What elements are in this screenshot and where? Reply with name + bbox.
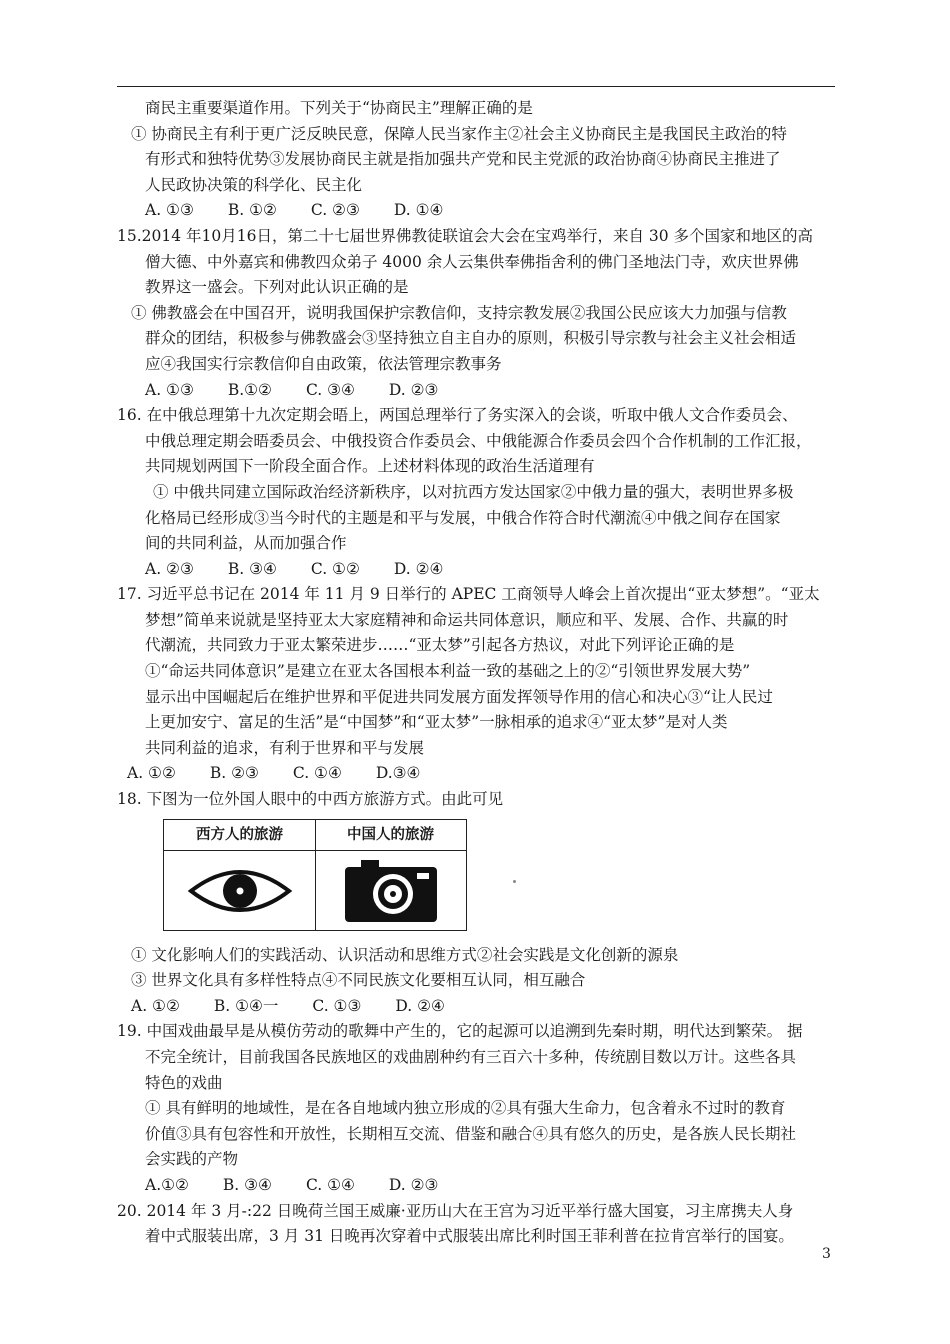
- header-rule: [117, 86, 835, 87]
- q15-statements-2: 群众的团结，积极参与佛教盛会③坚持独立自主自办的原则，积极引导宗教与社会主义社会相适: [145, 329, 797, 348]
- q16-stem-3: 共同规划两国下一阶段全面合作。上述材料体现的政治生活道理有: [145, 457, 595, 476]
- q17-option-a: A. ①②: [127, 764, 176, 783]
- q18-option-a: A. ①②: [131, 996, 180, 1015]
- q20-stem-1: 20. 2014 年 3 月-:22 日晚荷兰国王威廉·亚历山大在王宫为习近平举行盛大国宴，习主席携夫人身: [117, 1201, 794, 1220]
- q18-option-c: C. ①③: [312, 996, 362, 1015]
- q16-option-a: A. ②③: [145, 559, 194, 578]
- q15-option-c: C. ③④: [305, 380, 355, 399]
- q17-option-c: C. ①④: [292, 764, 342, 783]
- q19-stem-2: 不完全统计，目前我国各民族地区的戏曲剧种约有三百六十多种，传统剧目数以万计。这些各具: [145, 1048, 797, 1066]
- q15-statements-1: ① 佛教盛会在中国召开，说明我国保护宗教信仰，支持宗教发展②我国公民应该大力加强与信教: [131, 303, 787, 322]
- q14-stem: 商民主重要渠道作用。下列关于“协商民主”理解正确的是: [145, 99, 533, 117]
- q16-stem-2: 中俄总理定期会晤委员会、中俄投资合作委员会、中俄能源合作委员会四个合作机制的工作汇报，: [145, 431, 812, 450]
- q16-statements-2: 化格局已经形成③当今时代的主题是和平与发展，中俄合作符合时代潮流④中俄之间存在国家: [145, 508, 781, 527]
- q19-stem-3: 特色的戏曲: [145, 1073, 223, 1092]
- q19-statements-3: 会实践的产物: [145, 1150, 239, 1169]
- q15-stem-2: 僧大德、中外嘉宾和佛教四众弟子 4000 余人云集供奉佛指舍利的佛门圣地法门寺，欢庆世界佛: [145, 252, 799, 271]
- figure-western-column: [164, 820, 316, 930]
- page-number: 3: [822, 1246, 831, 1262]
- q15-options: [117, 378, 839, 404]
- q19-stem-1: 19. 中国戏曲最早是从模仿劳动的歌舞中产生的，它的起源可以追溯到先秦时期，明代达到繁荣。 据: [117, 1022, 803, 1041]
- q14-option-a: A. ①③: [145, 201, 194, 220]
- q14-option-c: C. ②③: [310, 201, 360, 220]
- q18-options: [117, 994, 839, 1020]
- q16-options: [117, 557, 839, 583]
- q17-stem-3: 代潮流，共同致力于亚太繁荣进步……“亚太梦”引起各方热议，对此下列评论正确的是: [145, 636, 735, 655]
- q19-option-b: B. ③④: [222, 1175, 272, 1194]
- q17-stem-2: 梦想”简单来说就是坚持亚太大家庭精神和命运共同体意识，顺应和平、发展、合作、共赢的时: [145, 610, 789, 629]
- q15-option-d: D. ②③: [388, 380, 439, 399]
- q19-options: [117, 1173, 839, 1199]
- q17-options: [117, 761, 839, 787]
- q16-statements-3: 间的共同利益，从而加强合作: [145, 534, 347, 553]
- q14-options: [117, 198, 839, 224]
- figure-left-header: 西方人的旅游: [164, 820, 315, 851]
- q14-statements-3: 人民政协决策的科学化、民主化: [145, 175, 363, 194]
- q17-option-b: B. ②③: [209, 764, 259, 783]
- figure-chinese-column: [315, 820, 466, 930]
- q16-option-c: C. ①②: [310, 559, 360, 578]
- q15-option-a: A. ①③: [145, 380, 194, 399]
- q14-statements-1: ① 协商民主有利于更广泛反映民意，保障人民当家作主②社会主义协商民主是我国民主政治的特: [131, 124, 787, 143]
- q19-option-d: D. ②③: [388, 1175, 439, 1194]
- q16-option-b: B. ③④: [227, 559, 277, 578]
- q19-statements-2: 价值③具有包容性和开放性，长期相互交流、借鉴和融合④具有悠久的历史，是各族人民长期社: [145, 1124, 797, 1143]
- q14-option-d: D. ①④: [393, 201, 444, 220]
- document-body: [117, 96, 839, 1250]
- q16-statements-1: ① 中俄共同建立国际政治经济新秩序，以对抗西方发达国家②中俄力量的强大，表明世界多极: [153, 482, 794, 501]
- scan-speck: [513, 880, 516, 883]
- q19-statements-1: ① 具有鲜明的地域性，是在各自地域内独立形成的②具有强大生命力，包含着永不过时的教育: [145, 1099, 786, 1118]
- eye-icon: [185, 861, 295, 921]
- camera-icon: [341, 856, 441, 926]
- q19-option-a: A.①②: [145, 1175, 189, 1194]
- q17-option-d: D.③④: [375, 764, 421, 783]
- q17-statements-1: ①“命运共同体意识”是建立在亚太各国根本利益一致的基础之上的②“引领世界发展大势”: [145, 662, 751, 681]
- figure-right-header: 中国人的旅游: [315, 820, 466, 851]
- q14-option-b: B. ①②: [227, 201, 277, 220]
- q18-statements-2: ③ 世界文化具有多样性特点④不同民族文化要相互认同，相互融合: [131, 971, 586, 990]
- q18-option-d: D. ②④: [395, 996, 445, 1015]
- q19-option-c: C. ①④: [305, 1175, 355, 1194]
- q15-stem-3: 教界这一盛会。下列对此认识正确的是: [145, 278, 409, 297]
- q20-stem-2: 着中式服装出席，3 月 31 日晚再次穿着中式服装出席比利时国王菲利普在拉肯宫举行的国宴。: [145, 1227, 794, 1246]
- q14-statements-2: 有形式和独特优势③发展协商民主就是指加强共产党和民主党派的政治协商④协商民主推进了: [145, 150, 781, 169]
- q16-option-d: D. ②④: [393, 559, 444, 578]
- q17-statements-4: 共同利益的追求，有利于世界和平与发展: [145, 738, 425, 757]
- q17-statements-3: 上更加安宁、富足的生活”是“中国梦”和“亚太梦”一脉相承的追求④“亚太梦”是对人类: [145, 713, 728, 732]
- q18-statements-1: ① 文化影响人们的实践活动、认识活动和思维方式②社会实践是文化创新的源泉: [131, 945, 679, 964]
- travel-comparison-figure: [163, 819, 467, 931]
- q16-stem-1: 16. 在中俄总理第十九次定期会晤上，两国总理举行了务实深入的会谈，听取中俄人文合作委员会、: [117, 406, 798, 425]
- q15-option-b: B.①②: [227, 380, 272, 399]
- q18-option-b: B. ①④一: [213, 996, 279, 1015]
- q17-stem-1: 17. 习近平总书记在 2014 年 11 月 9 日举行的 APEC 工商领导人峰会上首次提出“亚太梦想”。“亚太: [117, 585, 820, 604]
- q15-stem-1: 15.2014 年10月16日，第二十七届世界佛教徒联谊会大会在宝鸡举行，来自 30 多个国家和地区的高: [117, 226, 814, 245]
- q17-statements-2: 显示出中国崛起后在维护世界和平促进共同发展方面发挥领导作用的信心和决心③“让人民过: [145, 687, 773, 706]
- q15-statements-3: 应④我国实行宗教信仰自由政策，依法管理宗教事务: [145, 354, 502, 373]
- q18-stem: 18. 下图为一位外国人眼中的中西方旅游方式。由此可见: [117, 790, 504, 809]
